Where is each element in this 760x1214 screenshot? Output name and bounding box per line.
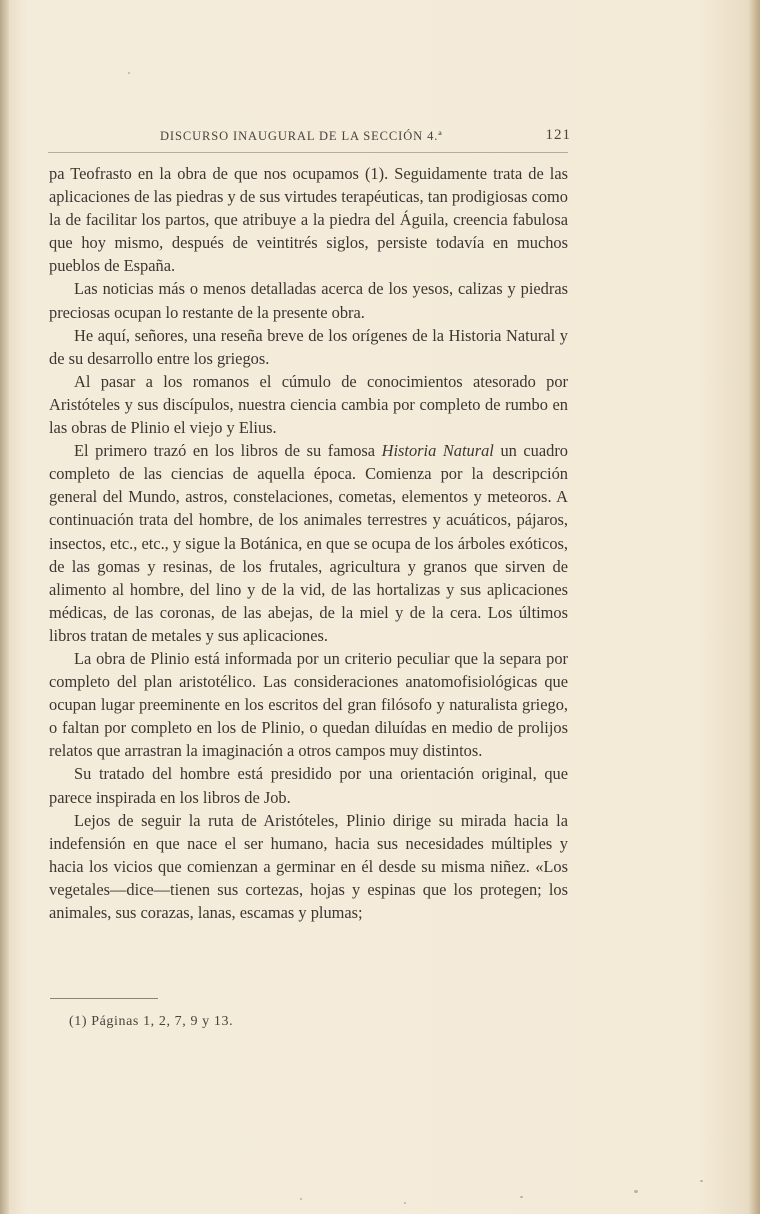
running-title: DISCURSO INAUGURAL DE LA SECCIÓN 4.ª <box>160 129 443 143</box>
paragraph: pa Teofrasto en la obra de que nos ocupamos (1). Seguidamente trata de las aplicaciones de las piedras y de sus virtudes terapéuticas, tan prodigiosas como la de facilitar los partos, que atribuye a la piedra del Águila, creencia fabulosa que hoy mismo, después de veintitrés siglos, persiste todavía en muchos pueblos de España. <box>49 164 568 276</box>
body-text <box>49 162 568 924</box>
paragraph: Su tratado del hombre está presidido por una orientación original, que parece inspirada en los libros de Job. <box>49 764 568 807</box>
paragraph: Lejos de seguir la ruta de Aristóteles, Plinio dirige su mirada hacia la indefensión en que nace el ser humano, hacia sus necesidades múltiples y hacia los vicios que comienzan a germinar en él desde su misma niñez. «Los vegetales—dice—tienen sus cortezas, hojas y espinas que los protegen; los animales, sus corazas, lanas, escamas y plumas; <box>49 810 568 922</box>
paper-speck <box>634 1190 638 1193</box>
paragraph: Las noticias más o menos detalladas acerca de los yesos, calizas y piedras preciosas ocupan lo restante de la presente obra. <box>49 279 568 322</box>
header-rule <box>48 152 568 153</box>
paragraph-text: El primero trazó en los libros de su famosa <box>74 441 382 461</box>
paragraph: He aquí, señores, una reseña breve de los orígenes de la Historia Natural y de su desarrollo entre los griegos. <box>49 325 568 368</box>
paper-speck <box>700 1180 703 1182</box>
footnote-rule <box>50 998 158 999</box>
paragraph-text: un cuadro completo de las ciencias de aquella época. Comienza por la descripción general del Mundo, astros, constelaciones, cometas, elementos y meteoros. A continuación trata del hombre, de los animales terrestres y acuáticos, pájaros, insectos, etc., etc., y sigue la Botánica, en que se ocupa de los árboles exóticos, de las gomas y resinas, de los frutales, agricultura y granos que sirven de alimento al hombre, del lino y de la vid, de las hortalizas y sus aplicaciones médicas, de las coronas, de las abejas, de la miel y de la cera. Los últimos libros tratan de metales y sus aplicaciones. <box>49 441 568 645</box>
page-number: 121 <box>545 127 571 143</box>
footnote: (1) Páginas 1, 2, 7, 9 y 13. <box>69 1014 234 1029</box>
paper-speck <box>520 1196 523 1198</box>
paper-speck <box>404 1202 406 1204</box>
paragraph: Al pasar a los romanos el cúmulo de conocimientos atesorado por Aristóteles y sus discípulos, nuestra ciencia cambia por completo de rumbo en las obras de Plinio el viejo y Elius. <box>49 371 568 438</box>
paper-speck <box>128 72 130 74</box>
paragraph <box>49 439 568 647</box>
book-spine-shadow <box>0 0 9 1214</box>
paper-speck <box>300 1198 302 1200</box>
paragraph: La obra de Plinio está informada por un criterio peculiar que la separa por completo del plan aristotélico. Las consideraciones anatomofisiológicas que ocupan lugar preeminente en los escritos del gran filósofo y naturalista griego, o faltan por completo en los de Plinio, o quedan diluídas en medio de prolijos relatos que arrastran la imaginación a otros campos muy distintos. <box>49 648 568 761</box>
book-title-italic: Historia Natural <box>381 441 494 461</box>
page-header <box>160 121 575 145</box>
